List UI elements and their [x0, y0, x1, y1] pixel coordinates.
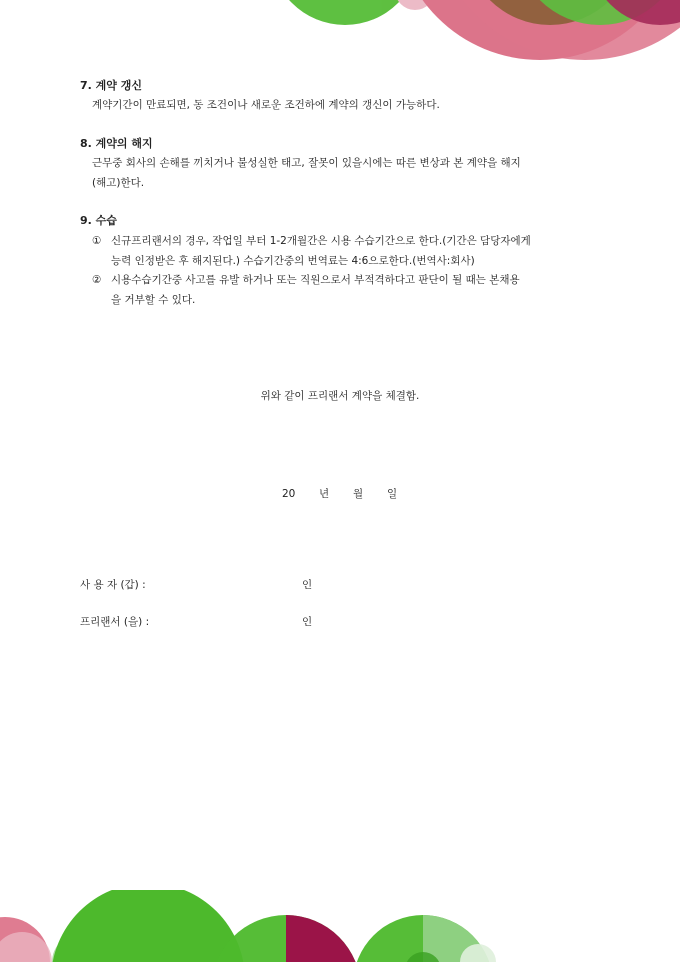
employer-label: 사 용 자 (갑) : [80, 579, 146, 591]
item-text-line-2: 을 거부할 수 있다. [111, 294, 196, 306]
section-7-text: 계약기간이 만료되면, 동 조건이나 새로운 조건하에 계약의 갱신이 가능하다. [92, 99, 440, 111]
bottom-decorative-circles [0, 890, 680, 962]
top-decorative-circles [0, 0, 680, 70]
freelancer-label: 프리랜서 (을) : [80, 616, 150, 628]
date-year: 20 [282, 488, 296, 500]
employer-seal: 인 [302, 579, 313, 591]
freelancer-seal: 인 [302, 616, 313, 628]
section-9-title: 9. 수습 [80, 214, 117, 227]
section-8-text-line-2: (해고)한다. [92, 177, 145, 189]
item-number: ② [92, 274, 102, 286]
circle-green [270, 0, 420, 25]
item-text-line-1: 신규프리랜서의 경우, 작업일 부터 1-2개월간은 시용 수습기간으로 한다.(기간은 담당자에게 [111, 235, 531, 247]
date-month-unit: 월 [353, 488, 364, 500]
item-number: ① [92, 235, 102, 247]
circle-pink-light [0, 932, 52, 962]
date-day-unit: 일 [387, 488, 398, 500]
list-item [92, 231, 598, 271]
date-year-unit: 년 [319, 488, 330, 500]
item-text-line-2: 능력 인정받은 후 해지된다.) 수습기간중의 번역료는 4:6으로한다.(번역사:회사) [111, 255, 475, 267]
section-8-text-line-1: 근무중 회사의 손해를 끼치거나 불성실한 태고, 잘못이 있을시에는 따른 변상과 본 계약을 해지 [92, 157, 521, 169]
section-8-title: 8. 계약의 해지 [80, 137, 153, 150]
item-text-line-1: 시용수습기간중 사고를 유발 하거나 또는 직원으로서 부적격하다고 판단이 될 때는 본채용 [111, 274, 520, 286]
section-7-title: 7. 계약 갱신 [80, 79, 142, 92]
list-item [92, 270, 598, 310]
closing-statement: 위와 같이 프리랜서 계약을 체결함. [260, 390, 420, 402]
circle-green-large [51, 890, 245, 962]
